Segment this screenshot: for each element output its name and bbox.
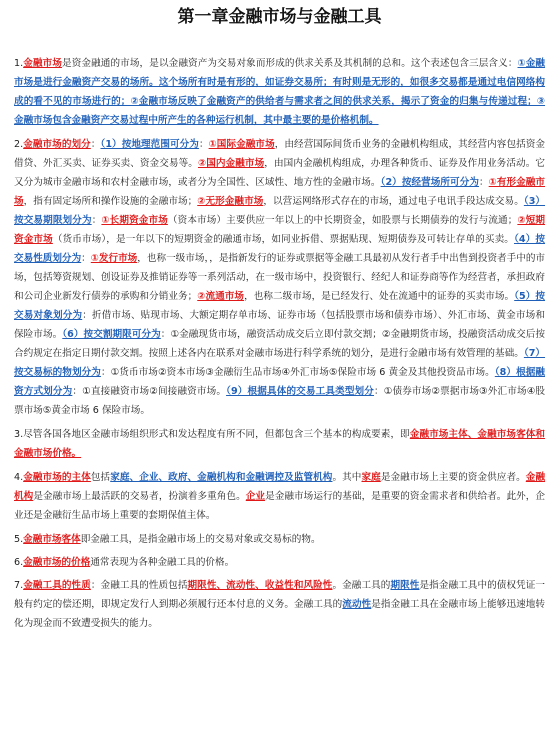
text-segment: （资本市场）主要供应一年以上的中长期资金，如股票与长期债券的发行与流通； bbox=[167, 215, 518, 226]
text-segment: ，以营运网络形式存在的市场，通过电子电讯手段达成交易。 bbox=[263, 196, 524, 207]
key-term: ②流通市场 bbox=[197, 291, 245, 302]
key-term: ①国际金融市场 bbox=[208, 139, 275, 150]
key-term: 企业 bbox=[245, 491, 266, 502]
text-segment: 通常表现为各种金融工具的价格。 bbox=[90, 557, 235, 568]
text-segment: 包括 bbox=[90, 472, 111, 483]
paragraph-6 bbox=[14, 553, 545, 572]
text-segment: 是指金融工具中的债权凭证一般有约定的偿还期，即规定发行人到期必须履行还本付息的义务。金融工具的 bbox=[14, 580, 546, 610]
text-segment: 1. bbox=[14, 58, 24, 69]
highlight-text: （3）按交易期限划分为 bbox=[14, 196, 546, 226]
key-term: ①发行市场 bbox=[90, 253, 138, 264]
paragraph-7 bbox=[14, 576, 545, 633]
key-term: ①有形金融市场 bbox=[14, 177, 546, 207]
text-segment: 是指金融工具在金融市场上能够迅速地转化为现金而不致遭受损失的能力。 bbox=[14, 599, 546, 629]
highlight-text: （4）按交易性质划分为 bbox=[14, 234, 545, 264]
key-term: 家庭 bbox=[361, 472, 381, 483]
text-segment: （货币市场），是一年以下的短期资金的融通市场，如同业拆借、票据贴现、短期债券及可转让存单的买卖。 bbox=[52, 234, 514, 245]
text-segment: ： bbox=[479, 177, 489, 188]
highlight-text: （8）根据融资方式划分为 bbox=[14, 367, 545, 397]
text-segment: 3.尽管各国各地区金融市场组织形式和发达程度有所不同，但都包含三个基本的构成要素，即 bbox=[14, 429, 410, 440]
text-segment: ：①金融现货市场，融资活动成交后立即付款交割；②金融期货市场，投融资活动成交后按合约规定在指定日期付款交割。按照上述各内在联系对金融市场进行科学系统的划分，是进行金融市场有效管理的基础。 bbox=[14, 329, 545, 359]
paragraph-4 bbox=[14, 468, 545, 525]
text-segment: ： bbox=[91, 215, 102, 226]
text-segment: 是金融市场运行的基础，是重要的资金需求者和供给者。此外，企业还是金融衍生品市场上重要的套期保值主体。 bbox=[14, 491, 546, 521]
text-segment: ： bbox=[90, 139, 101, 150]
key-term: 金融市场的价格 bbox=[23, 557, 91, 568]
text-segment: ：金融工具的性质包括 bbox=[90, 580, 188, 591]
text-segment: 是金融市场上主要的资金供应者。 bbox=[380, 472, 526, 483]
key-term: ②国内金融市场 bbox=[197, 158, 265, 169]
text-segment: 4. bbox=[14, 472, 24, 483]
text-segment: 。其中 bbox=[332, 472, 362, 483]
text-segment: 6. bbox=[14, 557, 24, 568]
text-segment: 2. bbox=[14, 139, 24, 150]
text-segment: ：折借市场、贴现市场、大额定期存单市场、证券市场（包括股票市场和债券市场）、外汇市场、黄金市场和保险市场。 bbox=[14, 310, 546, 340]
text-segment: 5. bbox=[14, 534, 24, 545]
text-segment: ：①直接融资市场②间接融资市场。 bbox=[72, 386, 227, 397]
key-term: 金融市场的主体 bbox=[23, 472, 91, 483]
highlight-text: （7）按交易标的物划分为 bbox=[14, 348, 545, 378]
key-term: ②无形金融市场 bbox=[197, 196, 264, 207]
text-segment: ，也称一级市场，，是指新发行的证券或票据等金融工具最初从发行者手中出售到投资者手中的市场，包括筹资规划、创设证券及推销证券等一系列活动，在一级市场中，投资银行、经纪人和证券商等作为经营者，承担政府和公司企业新发行债券的承购和分销业务； bbox=[14, 253, 546, 302]
highlight-text: 家庭、企业、政府、金融机构和金融调控及监管机构 bbox=[110, 472, 333, 483]
paragraph-5 bbox=[14, 530, 545, 549]
text-segment: 7. bbox=[14, 580, 24, 591]
text-segment: ：①债券市场②票据市场③外汇市场④股票市场⑤黄金市场 6 保险市场。 bbox=[14, 386, 546, 416]
text-segment: ： bbox=[81, 253, 91, 264]
key-term: 金融工具的性质 bbox=[23, 580, 91, 591]
key-term: 金融机构 bbox=[14, 472, 546, 502]
text-segment: 是金融市场上最活跃的交易者，扮演着多重角色。 bbox=[33, 491, 246, 502]
key-term: 金融市场客体 bbox=[23, 534, 81, 545]
paragraph-1 bbox=[14, 54, 545, 130]
text-segment: ： bbox=[198, 139, 209, 150]
paragraph-3 bbox=[14, 425, 545, 463]
key-term: 金融市场 bbox=[23, 58, 63, 69]
key-term: ①长期资金市场 bbox=[101, 215, 168, 226]
highlight-text: （6）按交割期限可分为 bbox=[62, 329, 161, 340]
key-term: ②短期资金市场 bbox=[14, 215, 546, 245]
highlight-text: 流动性 bbox=[342, 599, 372, 610]
text-segment: 即金融工具，是指金融市场上的交易对象或交易标的物。 bbox=[80, 534, 321, 545]
chapter-title: 第一章金融市场与金融工具 bbox=[177, 7, 382, 27]
paragraph-2 bbox=[14, 135, 545, 420]
text-segment: ，指有固定场所和操作设施的金融市场； bbox=[23, 196, 198, 207]
text-segment: ：①货币市场②资本市场③金融衍生品市场④外汇市场⑤保险市场 6 黄金及其他投资品市场。 bbox=[100, 367, 495, 378]
highlight-text: ①金融市场是进行金融资产交易的场所。这个场所有时是有形的，如证券交易所；有时则是无形的，如很多交易都是通过电信网络构成的看不见的市场进行的；②金融市场反映了金融资产的供给者与需求者之间的供求关系，揭示了资金的归集与传递过程；③金融市场包含金融资产交易过程中所产生的各种运行机制，其中最主要的是价格机制。 bbox=[14, 58, 546, 126]
key-term: 期限性、流动性、收益性和风险性 bbox=[187, 580, 333, 591]
highlight-text: （9）根据具体的交易工具类型划分 bbox=[226, 386, 375, 397]
text-segment: ，由国内金融机构组成，办理各种货币、证券及作用业务活动。它又分为城市金融市场和农村金融市场，或者分为全国性、区域性、地方性的金融市场。 bbox=[14, 158, 546, 188]
text-segment: 。金融工具的 bbox=[332, 580, 391, 591]
text-segment: ，也称二级市场，是已经发行、处在流通中的证券的买卖市场。 bbox=[244, 291, 515, 302]
key-term: 金融市场主体、金融市场客体和金融市场价格。 bbox=[14, 429, 546, 459]
highlight-text: （2）按经营场所可分为 bbox=[380, 177, 479, 188]
highlight-text: （1）按地理范围可分为 bbox=[100, 139, 199, 150]
highlight-text: 期限性 bbox=[390, 580, 420, 591]
text-segment: ，由经营国际间货币业务的金融机构组成，其经营内容包括资金借贷、外汇买卖、证券买卖、资金交易等。 bbox=[14, 139, 546, 169]
highlight-text: （5）按交易对象划分为 bbox=[14, 291, 546, 321]
key-term: 金融市场的划分 bbox=[23, 139, 91, 150]
text-segment: 是资金融通的市场，是以金融资产为交易对象而形成的供求关系及其机制的总和。这个表述包含三层含义： bbox=[62, 58, 518, 69]
